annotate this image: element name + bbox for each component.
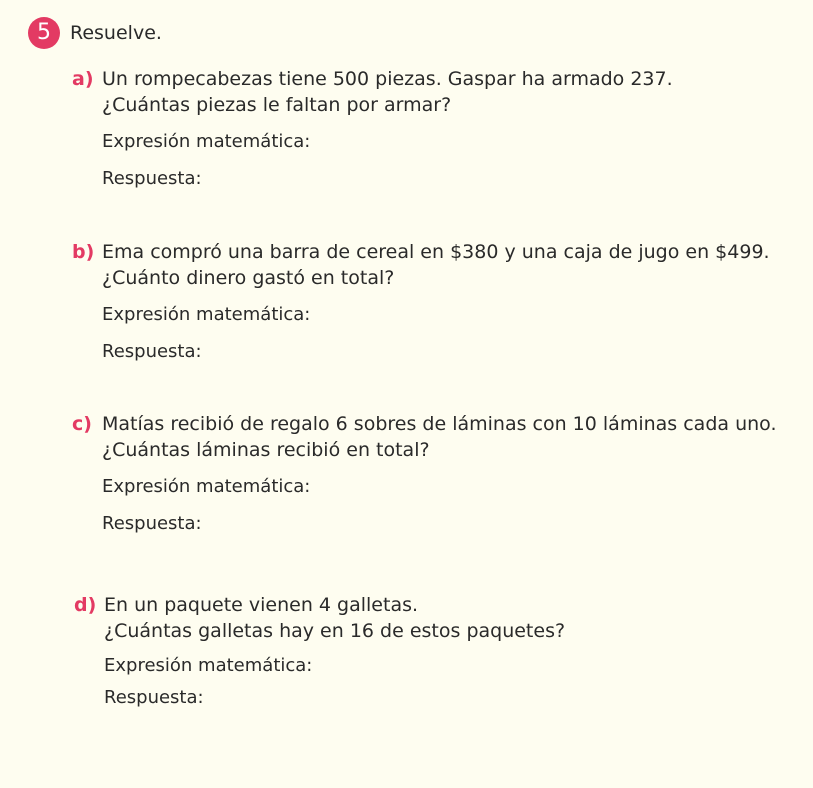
problem-statement-line-1: Matías recibió de regalo 6 sobres de láminas con 10 láminas cada uno. xyxy=(102,413,777,435)
problem-question: ¿Cuántas láminas recibió en total? xyxy=(102,439,430,461)
problem-letter: a) xyxy=(72,68,94,90)
problem-c xyxy=(72,411,792,536)
problem-b xyxy=(72,239,792,364)
problem-letter: c) xyxy=(72,413,92,435)
problem-a xyxy=(72,66,792,191)
problem-question: ¿Cuántas galletas hay en 16 de estos paquetes? xyxy=(104,620,566,642)
exercise-number-badge: 5 xyxy=(28,17,60,49)
expression-label: Expresión matemática: xyxy=(102,131,311,152)
exercise-instruction: Resuelve. xyxy=(70,22,162,44)
problem-d xyxy=(74,592,794,710)
problem-letter: d) xyxy=(74,594,97,616)
answer-label: Respuesta: xyxy=(102,168,202,189)
answer-label: Respuesta: xyxy=(102,513,202,534)
expression-label: Expresión matemática: xyxy=(102,304,311,325)
problem-statement-line-1: Ema compró una barra de cereal en $380 y una caja de jugo en $499. xyxy=(102,241,770,263)
problem-letter: b) xyxy=(72,241,95,263)
problem-question: ¿Cuántas piezas le faltan por armar? xyxy=(102,94,452,116)
exercise-header xyxy=(28,17,162,49)
problem-statement-line-1: En un paquete vienen 4 galletas. xyxy=(104,594,419,616)
expression-label: Expresión matemática: xyxy=(102,476,311,497)
answer-label: Respuesta: xyxy=(102,341,202,362)
answer-label: Respuesta: xyxy=(104,687,204,708)
problem-question: ¿Cuánto dinero gastó en total? xyxy=(102,267,395,289)
expression-label: Expresión matemática: xyxy=(104,655,313,676)
problem-statement-line-1: Un rompecabezas tiene 500 piezas. Gaspar ha armado 237. xyxy=(102,68,673,90)
